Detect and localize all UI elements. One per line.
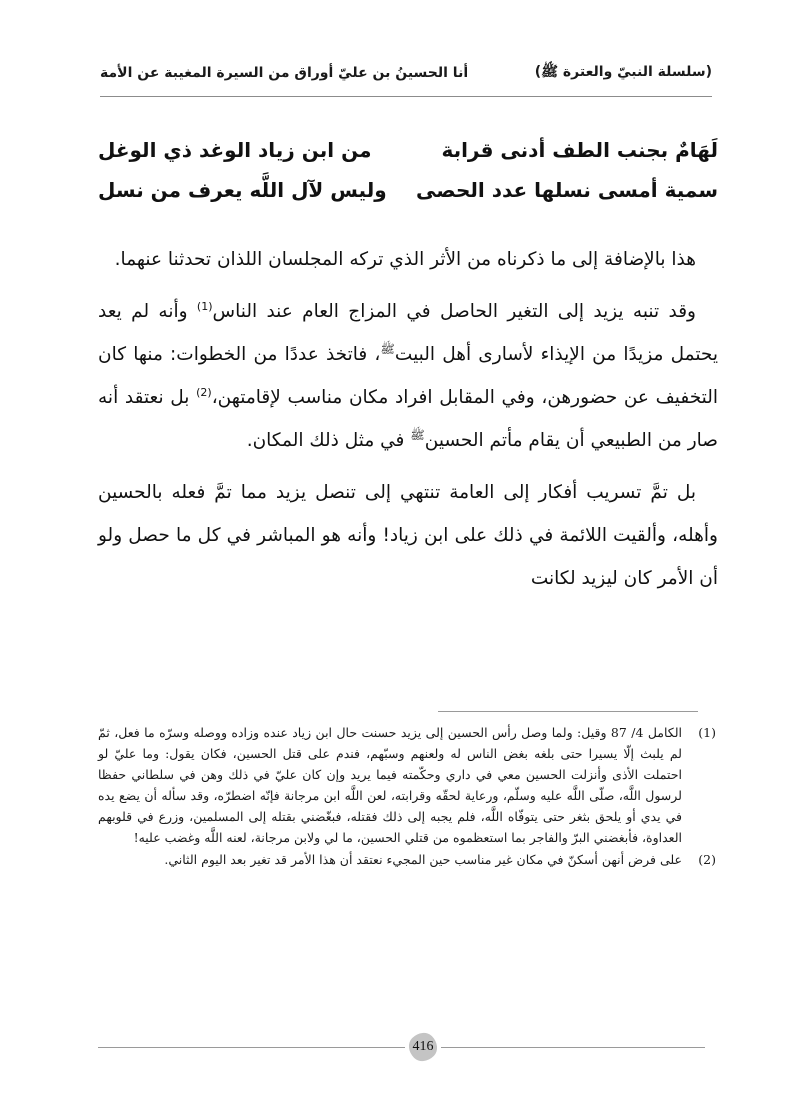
footnote-text: الكامل 4/ 87 وقيل: ولما وصل رأس الحسين إلى يزيد حسنت حال ابن زياد عنده وزاده ووصله وسرّه ما فعل، ثمّ لم يلبث إلّا يسيرا حتى بلغه بغض الناس له ولعنهم وسبّهم، فندم على قتل الحسين، فكان يقول: وما عليّ لو احتملت الأذى وأنزلت الحسين معي في داري وحكّمته فيما يريد وإن كان عليّ في ذلك وهن في سلطاني حفظا لرسول اللَّه، صلّى اللَّه عليه وسلّم، ورعاية لحقّه وقرابته، لعن اللَّه ابن مرجانة فإنّه اضطرّه، وقد سأله أن يضع يده في يدي أو يلحق بثغر حتى يتوفّاه اللَّه، فلم يجبه إلى ذلك فقتله، فبغّضني بقتله إلى المسلمين، وزرع في قلوبهم العداوة، فأبغضني البرّ والفاجر بما استعظموه من قتلي الحسين، ما لي ولابن مرجانة، لعنه اللَّه وغضب عليه! [98, 725, 682, 845]
footnote-item [98, 722, 716, 848]
footnote-reference-1[interactable]: (1) [196, 299, 213, 313]
paragraph: بل تمَّ تسريب أفكار إلى العامة تنتهي إلى تنصل يزيد مما تمَّ فعله بالحسين وأهله، وألقيت اللائمة في ذلك على ابن زياد! وأنه هو المباشر في كل ما حصل ولو أن الأمر كان ليزيد لكانت [98, 482, 718, 589]
folio-rule-right [441, 1047, 705, 1048]
honorific-symbol: ﷺ [410, 427, 425, 442]
footnote-reference-2[interactable]: (2) [196, 385, 212, 399]
poem-verse [98, 130, 718, 170]
paragraph [98, 290, 718, 462]
footnote-number: (2) [698, 852, 716, 867]
poem-hemistich-first: سمية أمسى نسلها عدد الحصى [416, 178, 718, 202]
footnote-text: على فرض أنهن أسكنّ في مكان غير مناسب حين المجيء نعتقد أن هذا الأمر قد تغير بعد اليوم الثاني. [164, 852, 682, 867]
body-text [98, 238, 718, 609]
page-number-badge [406, 1028, 440, 1066]
footnote-number: (1) [698, 725, 716, 740]
poem-hemistich-first: لَهَامٌ بجنب الطف أدنى قرابة [441, 138, 718, 162]
footnote-item [98, 849, 716, 870]
paragraph-text: وأنه لم يعد يحتمل مزيدًا من الإيذاء لأسارى أهل البيت [98, 301, 718, 365]
series-title: (سلسلة النبيّ والعترة ﷺ) [534, 64, 712, 80]
paragraph-text: ، فاتخذ عددًا من الخطوات: منها كان التخفيف عن حضورهن، وفي المقابل افراد مكان مناسب لإقامتهن، [98, 344, 718, 408]
footnote-divider [438, 711, 698, 712]
poem-hemistich-second: من ابن زياد الوغد ذي الوغل [98, 138, 372, 162]
book-title: أنا الحسينُ بن عليّ أوراق من السيرة المغيبة عن الأمة [100, 65, 469, 81]
paragraph-text: وقد تنبه يزيد إلى التغير الحاصل في المزاج العام عند الناس [212, 301, 696, 322]
poem-hemistich-second: وليس لآل اللَّه يعرف من نسل [98, 178, 387, 202]
footnotes [98, 722, 716, 871]
folio-rule-left [98, 1047, 405, 1048]
page-number: 416 [412, 1039, 434, 1054]
poem [98, 130, 718, 210]
paragraph: هذا بالإضافة إلى ما ذكرناه من الأثر الذي تركه المجلسان اللذان تحدثنا عنهما. [114, 249, 696, 270]
paragraph-text: في مثل ذلك المكان. [246, 430, 411, 451]
running-header [100, 58, 712, 88]
paragraph-text: بل نعتقد أنه صار من الطبيعي أن يقام مأتم الحسين [98, 387, 718, 451]
honorific-symbol: ﷺ [380, 341, 395, 356]
header-divider [100, 96, 712, 97]
poem-verse [98, 170, 718, 210]
